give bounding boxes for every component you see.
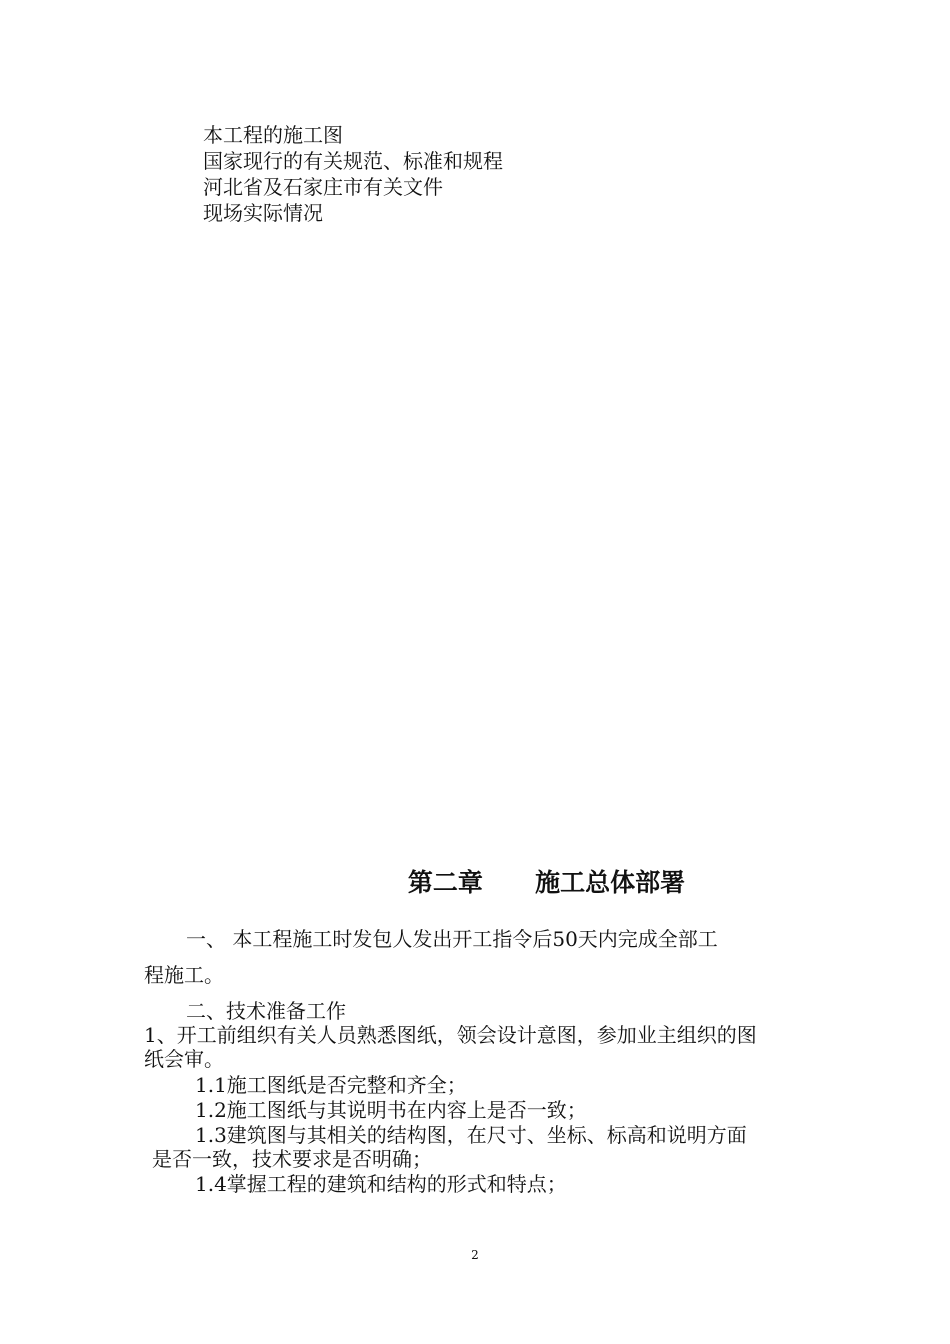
sub-item: 1.4掌握工程的建筑和结构的形式和特点； — [195, 1172, 567, 1196]
basis-item: 本工程的施工图 — [203, 123, 343, 147]
sub-item: 1.2施工图纸与其说明书在内容上是否一致； — [195, 1098, 587, 1122]
chapter-title: 第二章 施工总体部署 — [407, 868, 686, 897]
section-one-text: 一、 本工程施工时发包人发出开工指令后50天内完成全部工 — [186, 927, 718, 951]
section-two-item-continued: 纸会审。 — [144, 1047, 224, 1071]
basis-item: 国家现行的有关规范、标准和规程 — [203, 149, 503, 173]
section-two-item: 1、开工前组织有关人员熟悉图纸，领会设计意图，参加业主组织的图 — [144, 1023, 757, 1047]
page-number: 2 — [471, 1248, 479, 1262]
sub-item-continued: 是否一致，技术要求是否明确； — [152, 1147, 432, 1171]
basis-item: 河北省及石家庄市有关文件 — [203, 175, 443, 199]
basis-item: 现场实际情况 — [203, 201, 323, 225]
section-one-text-continued: 程施工。 — [144, 963, 224, 987]
sub-item: 1.3建筑图与其相关的结构图，在尺寸、坐标、标高和说明方面 — [195, 1123, 747, 1147]
sub-item: 1.1施工图纸是否完整和齐全； — [195, 1073, 467, 1097]
section-two-heading: 二、技术准备工作 — [186, 999, 346, 1023]
